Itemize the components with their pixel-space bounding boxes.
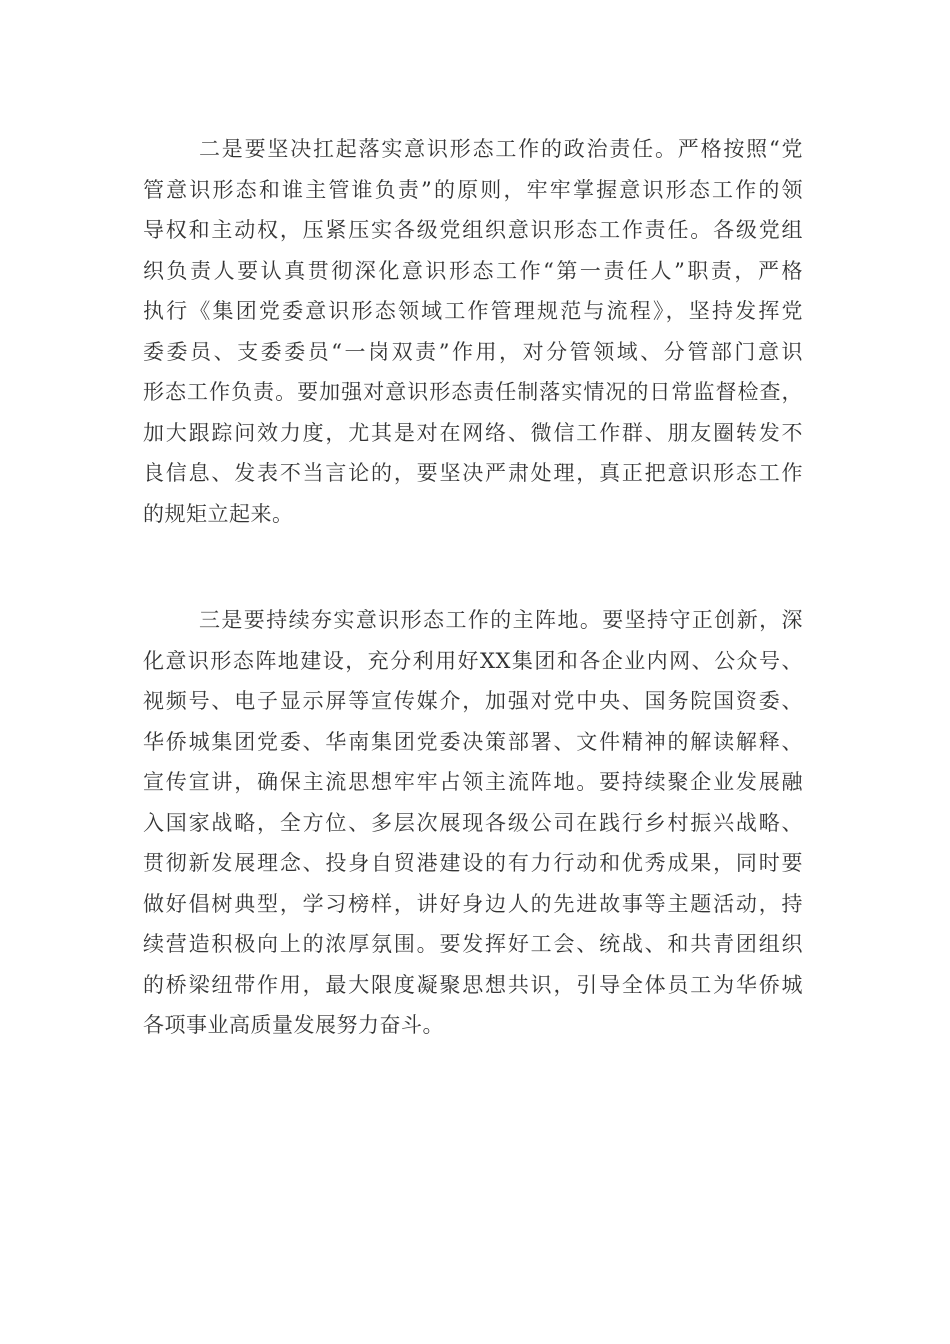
paragraph-line: 华侨城集团党委、华南集团党委决策部署、文件精神的解读解释、 [143,729,803,754]
paragraph-line: 导权和主动权，压紧压实各级党组织意识形态工作责任。各级党组 [143,218,803,242]
paragraph-line: 的桥梁纽带作用，最大限度凝聚思想共识，引导全体员工为华侨城 [143,972,803,997]
paragraph-line: 加大跟踪问效力度，尤其是对在网络、微信工作群、朋友圈转发不 [143,420,803,445]
paragraph-line: 二是要坚决扛起落实意识形态工作的政治责任。严格按照“党 [199,137,803,161]
paragraph-line: 宣传宣讲，确保主流思想牢牢占领主流阵地。要持续聚企业发展融 [143,770,803,794]
paragraph-line: 的规矩立起来。 [143,501,294,526]
paragraph-line: 各项事业高质量发展努力奋斗。 [143,1013,444,1037]
paragraph-line: 委委员、支委委员“一岗双责”作用，对分管领域、分管部门意识 [143,339,803,364]
paragraph-line: 入国家战略，全方位、多层次展现各级公司在践行乡村振兴战略、 [143,810,803,835]
paragraph-political-responsibility [143,129,803,534]
paragraph-line: 执行《集团党委意识形态领域工作管理规范与流程》，坚持发挥党 [143,299,803,323]
paragraph-line: 良信息、发表不当言论的，要坚决严肃处理，真正把意识形态工作 [143,461,803,485]
paragraph-line: 化意识形态阵地建设，充分利用好XX集团和各企业内网、公众号、 [143,648,803,673]
paragraph-line: 续营造积极向上的浓厚氛围。要发挥好工会、统战、和共青团组织 [143,932,803,956]
paragraph-line: 形态工作负责。要加强对意识形态责任制落实情况的日常监督检查， [143,380,803,404]
paragraph-line: 贯彻新发展理念、投身自贸港建设的有力行动和优秀成果，同时要 [143,851,803,875]
paragraph-main-front [143,600,803,1046]
paragraph-line: 织负责人要认真贯彻深化意识形态工作“第一责任人”职责，严格 [143,258,803,283]
paragraph-line: 视频号、电子显示屏等宣传媒介，加强对党中央、国务院国资委、 [143,689,803,713]
paragraph-line: 做好倡树典型，学习榜样，讲好身边人的先进故事等主题活动，持 [143,891,803,916]
paragraph-line: 三是要持续夯实意识形态工作的主阵地。要坚持守正创新，深 [199,608,803,632]
paragraph-line: 管意识形态和谁主管谁负责”的原则，牢牢掌握意识形态工作的领 [143,177,803,202]
